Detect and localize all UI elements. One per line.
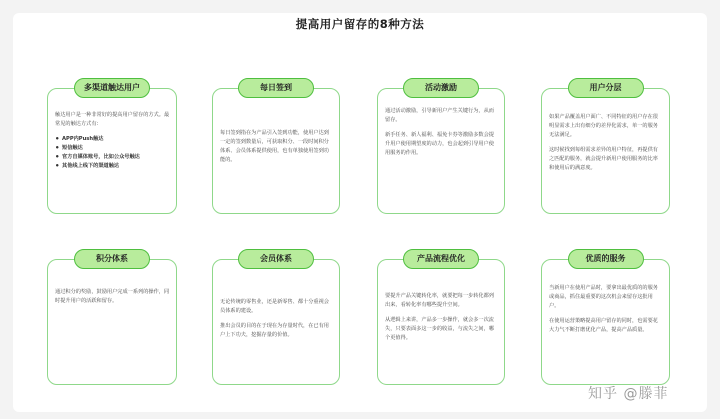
method-card	[377, 83, 505, 214]
method-paragraph: 推出会员的目的在于现在为存量时代，在已有用户上下功夫，挖掘存量的价值。	[220, 323, 329, 338]
method-paragraph: 新手任务、新人福利、福免卡券等激励多数会提升用户使用期望度的动力，也会起到引导用户使用服务的作用。	[385, 132, 494, 156]
method-heading: 活动激励	[403, 78, 479, 98]
method-paragraph: 如果产品覆盖用户面广、不同特征的用户存在很明显需求上出有细分的差异化需求，单一的服务无法满足。	[549, 114, 658, 138]
method-body	[220, 129, 333, 171]
method-bullet: • 短信触达	[62, 144, 170, 153]
method-bullet: • APP内Push触达	[62, 135, 170, 144]
method-heading: 每日签到	[238, 78, 314, 98]
method-body	[385, 292, 498, 349]
method-body	[549, 284, 663, 341]
method-heading: 产品流程优化	[403, 249, 479, 269]
method-card	[47, 254, 177, 385]
method-heading: 积分体系	[74, 249, 150, 269]
method-body	[55, 111, 170, 171]
method-heading: 会员体系	[238, 249, 314, 269]
method-paragraph: 从逻辑上来讲，产品多一步操作，就会多一次流失，只要表面多这一步的收益，与流失之间，哪个更值得。	[385, 317, 494, 341]
method-bullet-list	[55, 135, 170, 171]
method-card	[212, 83, 340, 214]
method-bullet: • 其他线上线下的渠道触达	[62, 162, 170, 171]
method-body	[549, 113, 663, 179]
page-title: 提高用户留存的8种方法	[295, 17, 425, 31]
method-bullet: • 官方自媒体账号，比如公众号触达	[62, 153, 170, 162]
method-paragraph: 无论传统的零售业，还是新零售、都十分重视会员体系的建设。	[220, 299, 329, 314]
method-heading: 用户分层	[568, 78, 644, 98]
method-card	[541, 254, 670, 385]
method-card	[212, 254, 340, 385]
method-card	[377, 254, 505, 385]
method-paragraph: 每日签到指在为产品引入签到功能，使用户达到一定的签到数量后，可获取积分、一段时间积分体系、会员体系提供使用，也有单独使用签到功能的。	[220, 130, 329, 163]
method-heading: 优质的服务	[568, 249, 644, 269]
method-paragraph: 触达用户是一种非常好的提高用户留存的方式。最常见的触达方式有：	[55, 112, 170, 127]
method-card	[541, 83, 670, 214]
method-body	[220, 298, 333, 346]
method-heading: 多渠道触达用户	[74, 78, 150, 98]
method-paragraph: 在使用运营策略提高用户留存的同时，也需要花大力气不断打磨优化产品，提高产品质量。	[549, 318, 658, 333]
method-paragraph: 要提升产品关键转化率，就要把每一步转化都列出来，看转化率有哪些提升空间。	[385, 293, 494, 308]
method-paragraph: 当新用户在使用产品时，要拿出最优质的的服务或商品，抓住最重要的这次机会来留存这批用户。	[549, 285, 658, 309]
watermark: 知乎 @滕菲	[588, 386, 669, 402]
method-paragraph: 这时候找到每组需求差异的用户特征，再提供有之匹配的服务，就会提升新用户使用服务的比率和使用后的满意度。	[549, 147, 658, 171]
method-body	[385, 107, 498, 164]
method-card	[47, 83, 177, 214]
method-paragraph: 通过积分的奖励，鼓励用户完成一系列的操作，同时提升用户的活跃和留存。	[55, 289, 170, 304]
method-paragraph: 通过活动激励，引导新用户产生关键行为，从而留存。	[385, 108, 494, 123]
method-body	[55, 288, 170, 312]
